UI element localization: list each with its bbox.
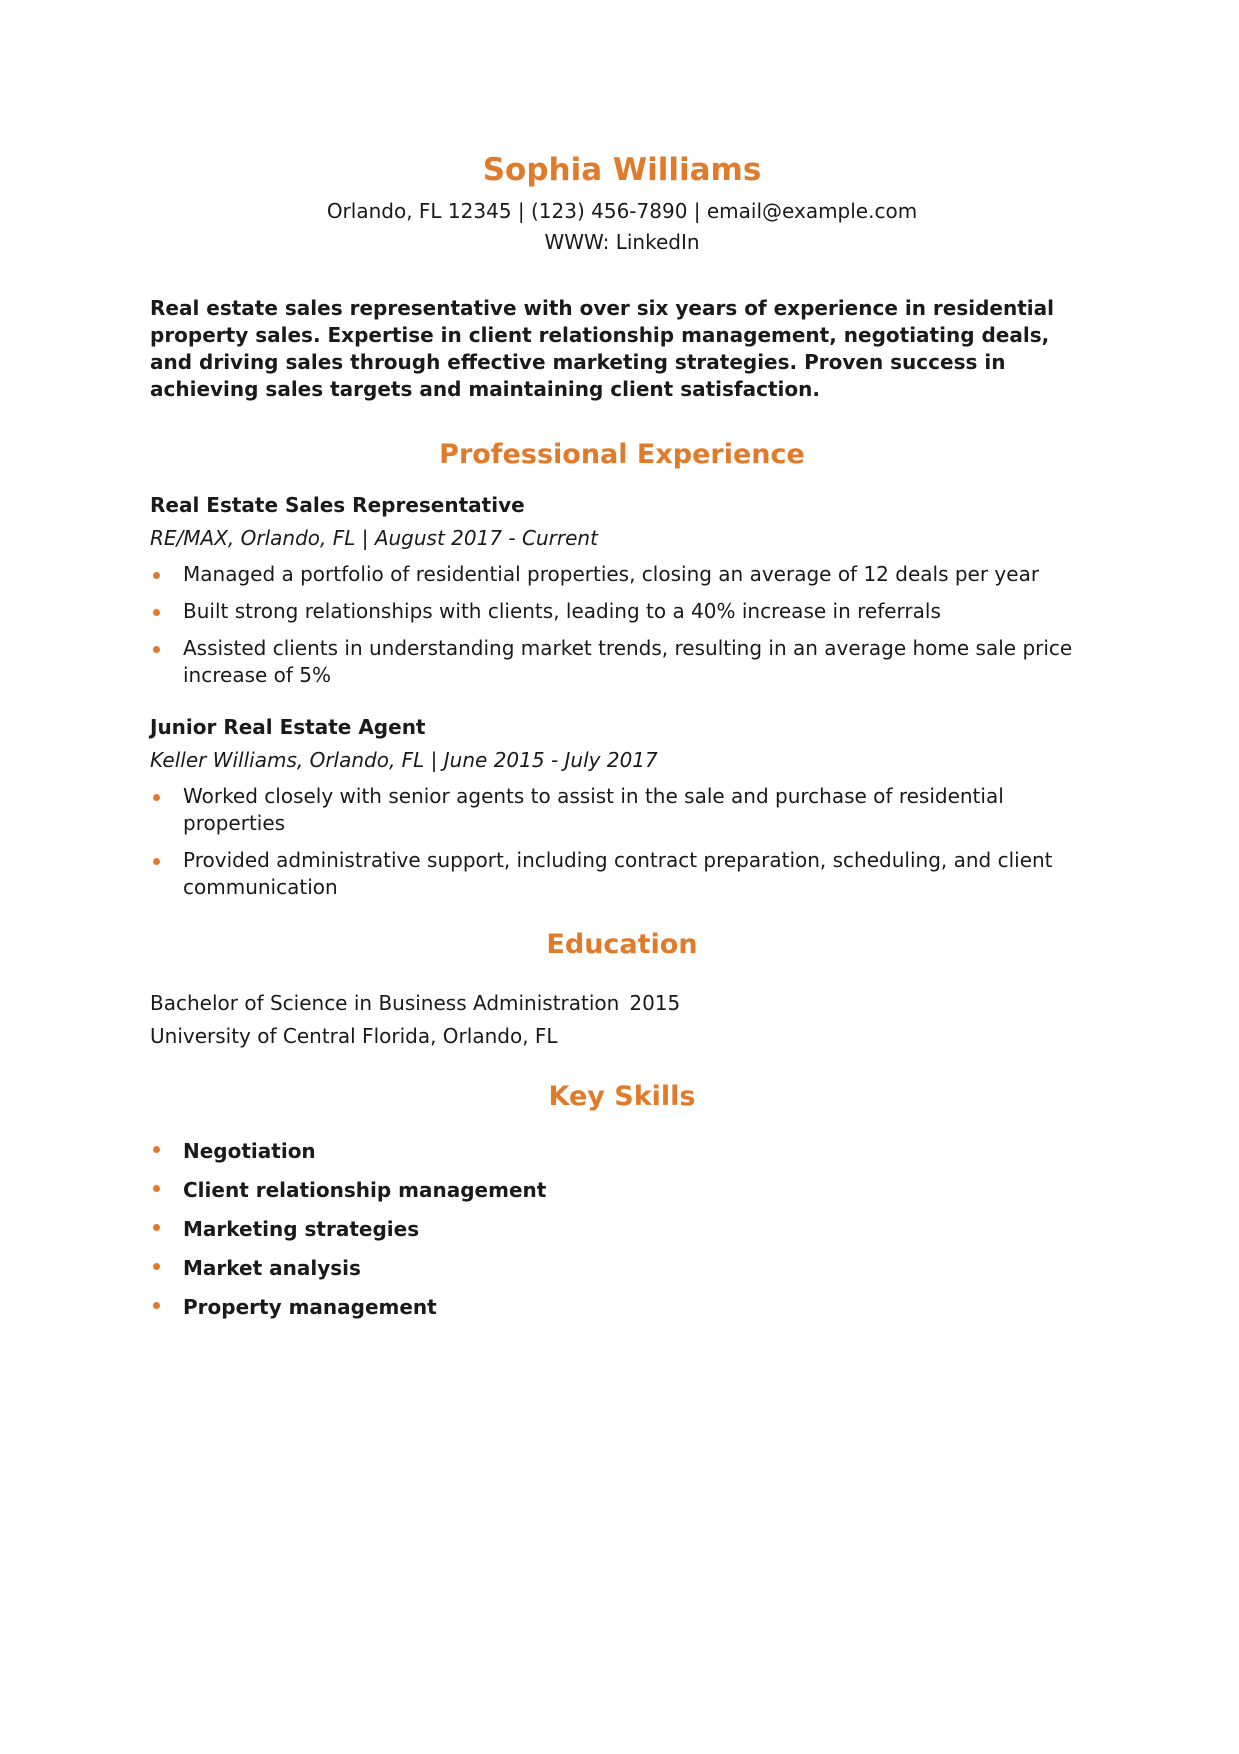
job-meta: RE/MAX, Orlando, FL | August 2017 - Current: [150, 526, 598, 550]
skill-text: Negotiation: [183, 1139, 316, 1163]
bullet-dot-icon: [153, 609, 160, 616]
bullet-text: Worked closely with senior agents to assist in the sale and purchase of residential properties: [183, 784, 1004, 835]
bullet-text: Managed a portfolio of residential properties, closing an average of 12 deals per year: [183, 562, 1040, 586]
job-title: Junior Real Estate Agent: [150, 715, 426, 739]
school: University of Central Florida, Orlando, FL: [150, 1024, 558, 1048]
bullet-text: Provided administrative support, including contract preparation, scheduling, and client communication: [183, 848, 1053, 899]
professional-summary: Real estate sales representative with over six years of experience in residential property sales. Expertise in client relationship management, negotiating deals, and driving sales through effective marketing strategies. Proven success in achieving sales targets and maintaining client satisfaction.: [150, 296, 1054, 401]
list-item: [150, 1215, 1094, 1243]
list-item: [150, 847, 1094, 901]
list-item: [150, 1254, 1094, 1282]
job-entry: [150, 491, 1094, 689]
job-meta: Keller Williams, Orlando, FL | June 2015 - July 2017: [150, 748, 658, 772]
job-bullets: [150, 783, 1094, 901]
bullet-dot-icon: [153, 646, 160, 653]
candidate-name: Sophia Williams: [482, 152, 762, 188]
skill-text: Marketing strategies: [183, 1217, 420, 1241]
skills-heading: Key Skills: [548, 1081, 696, 1112]
skill-text: Client relationship management: [183, 1178, 547, 1202]
bullet-dot-icon: [153, 1224, 160, 1231]
list-item: [150, 635, 1094, 689]
list-item: [150, 1137, 1094, 1165]
job-entry: [150, 713, 1094, 901]
education-entry: [150, 987, 1094, 1053]
list-item: [150, 561, 1094, 588]
web-line: WWW: LinkedIn: [544, 230, 700, 254]
education-heading: Education: [546, 929, 698, 960]
skill-text: Property management: [183, 1295, 437, 1319]
job-title: Real Estate Sales Representative: [150, 493, 525, 517]
list-item: [150, 783, 1094, 837]
degree-line: [150, 987, 1094, 1020]
bullet-dot-icon: [153, 794, 160, 801]
bullet-dot-icon: [153, 1263, 160, 1270]
contact-line: Orlando, FL 12345 | (123) 456-7890 | email@example.com: [326, 199, 918, 223]
skill-text: Market analysis: [183, 1256, 361, 1280]
resume-header: [150, 150, 1094, 258]
bullet-dot-icon: [153, 572, 160, 579]
skills-list: [150, 1137, 1094, 1321]
graduation-year: 2015: [629, 991, 681, 1015]
list-item: [150, 598, 1094, 625]
experience-heading: Professional Experience: [439, 439, 805, 470]
degree: Bachelor of Science in Business Administration: [150, 991, 620, 1015]
bullet-dot-icon: [153, 858, 160, 865]
job-bullets: [150, 561, 1094, 689]
bullet-dot-icon: [153, 1146, 160, 1153]
bullet-dot-icon: [153, 1185, 160, 1192]
bullet-text: Assisted clients in understanding market trends, resulting in an average home sale price increase of 5%: [183, 636, 1073, 687]
bullet-text: Built strong relationships with clients, leading to a 40% increase in referrals: [183, 599, 941, 623]
list-item: [150, 1176, 1094, 1204]
bullet-dot-icon: [153, 1302, 160, 1309]
list-item: [150, 1293, 1094, 1321]
